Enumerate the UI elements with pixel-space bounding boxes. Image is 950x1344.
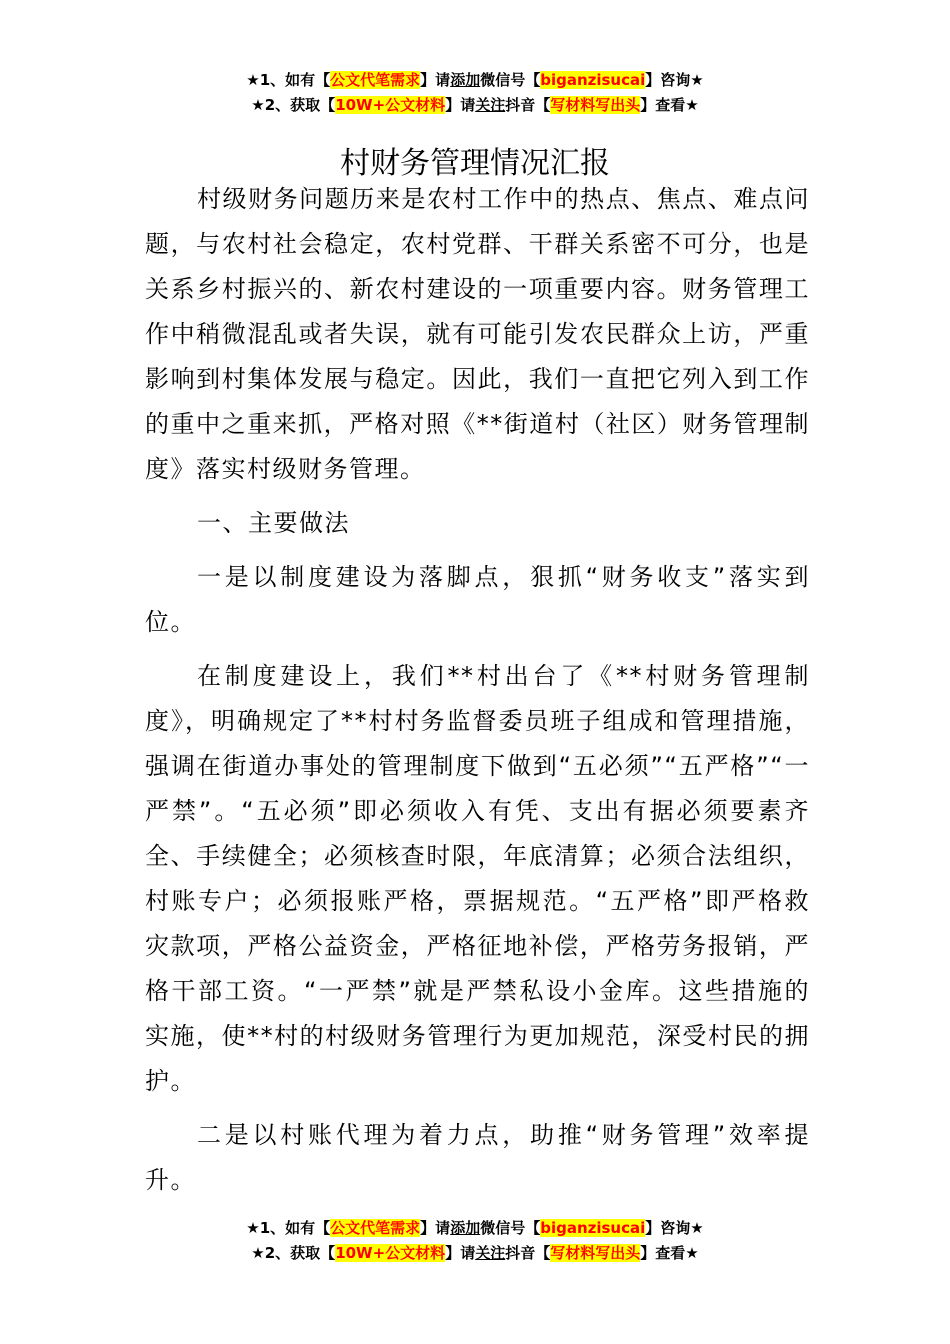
header-banner-line-2 bbox=[0, 93, 950, 118]
banner-underlined-text: 添加 bbox=[450, 1219, 481, 1237]
paragraph-intro: 村级财务问题历来是农村工作中的热点、焦点、难点问题，与农村社会稳定，农村党群、干群关系密不可分，也是关系乡村振兴的、新农村建设的一项重要内容。财务管理工作中稍微混乱或者失误，就有可能引发农民群众上访，严重影响到村集体发展与稳定。因此，我们一直把它列入到工作的重中之重来抓，严格对照《**街道村（社区）财务管理制度》落实村级财务管理。 bbox=[145, 185, 810, 483]
footer-banner-line-1 bbox=[0, 1216, 950, 1241]
banner-highlight: 写材料写出头 bbox=[550, 1244, 641, 1262]
banner-text: ★2、获取【 bbox=[251, 1244, 336, 1262]
banner-text: 】咨询★ bbox=[645, 71, 704, 89]
header-banner-line-1 bbox=[0, 68, 950, 93]
section-heading: 一、主要做法 bbox=[197, 509, 350, 537]
banner-underlined-text: 添加 bbox=[450, 71, 481, 89]
banner-underlined-text: 关注 bbox=[475, 1244, 506, 1262]
header-banner bbox=[0, 68, 950, 118]
banner-text: 】咨询★ bbox=[645, 1219, 704, 1237]
footer-banner bbox=[0, 1216, 950, 1266]
banner-text: ★1、如有【 bbox=[246, 71, 331, 89]
paragraph-point-1: 一是以制度建设为落脚点，狠抓“财务收支”落实到位。 bbox=[145, 563, 810, 636]
banner-text: 】查看★ bbox=[640, 1244, 699, 1262]
banner-text: ★2、获取【 bbox=[251, 96, 336, 114]
banner-highlight: 10W+公文材料 bbox=[335, 96, 446, 114]
paragraph-detail: 在制度建设上，我们**村出台了《**村财务管理制度》，明确规定了**村村务监督委员班子组成和管理措施，强调在街道办事处的管理制度下做到“五必须”“五严格”“一严禁”。“五必须”即必须收入有凭、支出有据必须要素齐全、手续健全；必须核查时限，年底清算；必须合法组织，村账专户；必须报账严格，票据规范。“五严格”即严格救灾款项，严格公益资金，严格征地补偿，严格劳务报销，严格干部工资。“一严禁”就是严禁私设小金库。这些措施的实施，使**村的村级财务管理行为更加规范，深受村民的拥护。 bbox=[145, 662, 810, 1095]
banner-highlight: 10W+公文材料 bbox=[335, 1244, 446, 1262]
paragraph-point-2: 二是以村账代理为着力点，助推“财务管理”效率提升。 bbox=[145, 1121, 810, 1194]
banner-text: 抖音【 bbox=[505, 1244, 551, 1262]
banner-text: ★1、如有【 bbox=[246, 1219, 331, 1237]
banner-text: 微信号【 bbox=[480, 1219, 541, 1237]
banner-text: 】请 bbox=[420, 1219, 451, 1237]
banner-text: 】请 bbox=[445, 96, 476, 114]
document-body bbox=[145, 177, 810, 1212]
banner-highlight: biganzisucai bbox=[540, 71, 646, 89]
banner-text: 抖音【 bbox=[505, 96, 551, 114]
banner-text: 】请 bbox=[445, 1244, 476, 1262]
banner-text: 】请 bbox=[420, 71, 451, 89]
banner-highlight: 公文代笔需求 bbox=[330, 71, 421, 89]
banner-text: 微信号【 bbox=[480, 71, 541, 89]
document-title: 村财务管理情况汇报 bbox=[340, 146, 610, 182]
banner-highlight: biganzisucai bbox=[540, 1219, 646, 1237]
banner-text: 】查看★ bbox=[640, 96, 699, 114]
banner-highlight: 公文代笔需求 bbox=[330, 1219, 421, 1237]
banner-underlined-text: 关注 bbox=[475, 96, 506, 114]
banner-highlight: 写材料写出头 bbox=[550, 96, 641, 114]
footer-banner-line-2 bbox=[0, 1241, 950, 1266]
